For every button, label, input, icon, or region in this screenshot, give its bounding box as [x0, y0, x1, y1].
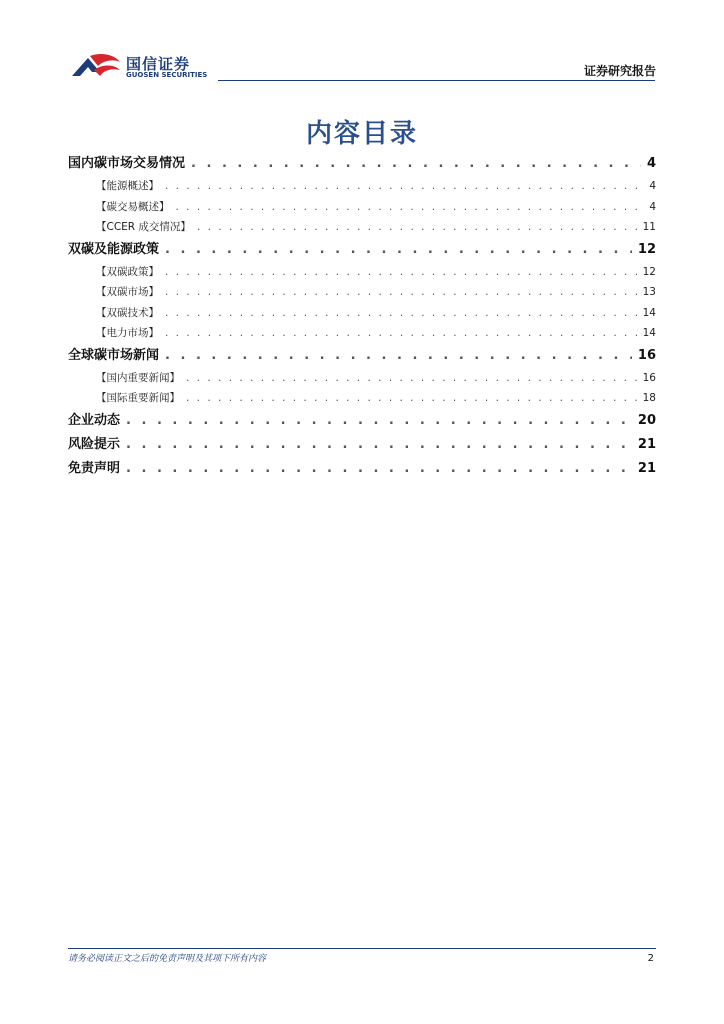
report-type-label: 证券研究报告 — [583, 64, 656, 78]
toc-subentry[interactable] — [68, 197, 656, 218]
toc-entry-page: 14 — [642, 327, 656, 339]
toc-leader-dots — [126, 433, 632, 457]
toc-subentry[interactable] — [68, 217, 656, 238]
toc-leader-dots — [165, 344, 632, 368]
toc-entry-label: 双碳及能源政策 — [68, 241, 160, 257]
toc-leader-dots — [197, 217, 637, 238]
toc-leader-dots — [186, 368, 637, 389]
toc-entry-label: 企业动态 — [68, 412, 121, 428]
toc-entry-label: 国内碳市场交易情况 — [68, 156, 186, 171]
toc-entry-label: 全球碳市场新闻 — [68, 347, 160, 363]
toc-entry-page: 14 — [642, 306, 656, 319]
toc-leader-dots — [165, 282, 637, 303]
toc-entry-label: 【国际重要新闻】 — [96, 392, 180, 404]
toc-entry-label: 【双碳市场】 — [96, 286, 159, 298]
toc-title: 内容目录 — [305, 119, 418, 149]
disclaimer-note: 请务必阅读正文之后的免责声明及其项下所有内容 — [68, 954, 267, 964]
toc-entry-page: 12 — [637, 241, 656, 257]
toc-leader-dots — [165, 238, 632, 262]
toc-entry-page: 4 — [649, 180, 656, 192]
toc-entry-page: 16 — [642, 371, 656, 384]
toc-entry-label: 【能源概述】 — [96, 180, 159, 192]
toc-entry[interactable] — [68, 238, 656, 262]
guosen-logo-mark-icon — [70, 50, 122, 82]
toc-entry-label: 【CCER 成交情况】 — [96, 221, 191, 233]
toc-entry-label: 风险提示 — [68, 436, 121, 452]
toc-leader-dots — [165, 262, 637, 283]
toc-entry-page: 4 — [646, 156, 656, 171]
toc-leader-dots — [186, 388, 637, 409]
toc-entry[interactable] — [68, 152, 656, 176]
toc-entry-page: 21 — [637, 460, 656, 476]
guosen-logo — [70, 50, 230, 84]
toc-entry-page: 21 — [637, 436, 656, 452]
toc-leader-dots — [165, 303, 637, 324]
toc-entry-page: 13 — [642, 286, 656, 298]
toc-entry[interactable] — [68, 409, 656, 433]
toc-subentry[interactable] — [68, 262, 656, 283]
toc-entry[interactable] — [68, 433, 656, 457]
toc-entry-page: 20 — [637, 412, 656, 428]
toc-subentry[interactable] — [68, 388, 656, 409]
toc-entry[interactable] — [68, 457, 656, 481]
toc-entry-label: 【双碳技术】 — [96, 306, 159, 319]
toc-subentry[interactable] — [68, 323, 656, 344]
toc-entry-page: 11 — [642, 221, 656, 233]
toc-leader-dots — [126, 457, 632, 481]
toc-subentry[interactable] — [68, 176, 656, 197]
toc-entry-label: 【国内重要新闻】 — [96, 371, 180, 384]
toc-entry[interactable] — [68, 344, 656, 368]
toc-entry-label: 【电力市场】 — [96, 327, 159, 339]
toc-subentry[interactable] — [68, 282, 656, 303]
header-divider — [218, 80, 655, 81]
toc-leader-dots — [165, 176, 643, 197]
toc-entry-label: 【双碳政策】 — [96, 265, 159, 278]
toc-entry-page: 16 — [637, 347, 656, 363]
toc-leader-dots — [191, 152, 641, 176]
toc-subentry[interactable] — [68, 303, 656, 324]
footer-divider — [68, 948, 656, 949]
toc-entry-label: 【碳交易概述】 — [96, 200, 170, 213]
toc-entry-label: 免责声明 — [68, 460, 121, 476]
toc-entry-page: 18 — [642, 392, 656, 404]
page-header — [0, 0, 724, 90]
toc-subentry[interactable] — [68, 368, 656, 389]
toc-leader-dots — [126, 409, 632, 433]
page-number: 2 — [647, 953, 654, 964]
toc-leader-dots — [165, 323, 637, 344]
logo-chinese-text: 国信证券 — [126, 55, 191, 73]
toc-leader-dots — [176, 197, 644, 218]
logo-english-text: GUOSEN SECURITIES — [126, 71, 208, 79]
toc-entry-page: 4 — [649, 200, 656, 213]
toc-entry-page: 12 — [642, 265, 656, 278]
table-of-contents — [68, 152, 656, 481]
